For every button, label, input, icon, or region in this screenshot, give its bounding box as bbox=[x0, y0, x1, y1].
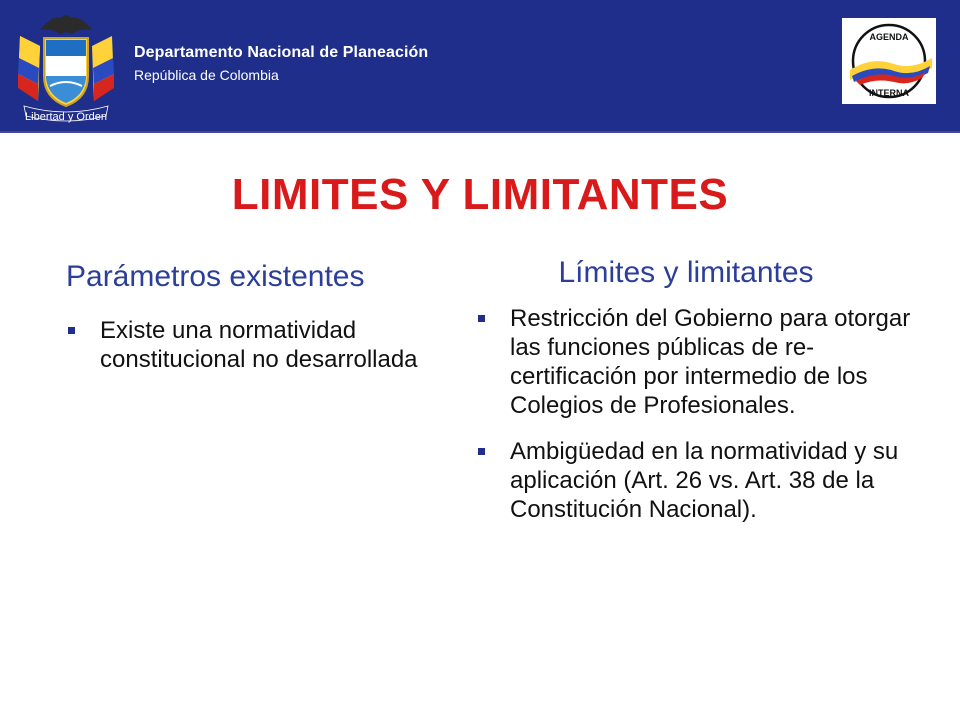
square-bullet-icon bbox=[478, 315, 485, 322]
list-item bbox=[66, 316, 466, 374]
organization-name: Departamento Nacional de Planeación bbox=[134, 44, 429, 61]
slide-title: LIMITES Y LIMITANTES bbox=[231, 170, 729, 219]
organization-block bbox=[134, 44, 428, 83]
left-bullet-list bbox=[66, 316, 466, 374]
agenda-interna-logo-icon bbox=[842, 18, 936, 104]
svg-text:INTERNA: INTERNA bbox=[869, 88, 909, 98]
country-name: República de Colombia bbox=[134, 67, 279, 83]
list-item-text: Existe una normatividad constitucional no desarrollada bbox=[100, 317, 418, 373]
svg-text:AGENDA: AGENDA bbox=[869, 32, 909, 42]
agenda-interna-logo bbox=[842, 18, 936, 104]
right-column-heading: Límites y limitantes bbox=[558, 256, 814, 289]
right-column bbox=[476, 256, 916, 541]
left-column bbox=[66, 260, 466, 391]
left-column-heading: Parámetros existentes bbox=[66, 260, 365, 293]
square-bullet-icon bbox=[478, 448, 485, 455]
list-item-text: Restricción del Gobierno para otorgar las funciones públicas de re-certificación por intermedio de los Colegios de Profesionales. bbox=[510, 305, 911, 419]
svg-text:Libertad y Orden: Libertad y Orden bbox=[25, 111, 107, 123]
header-bar bbox=[0, 0, 960, 133]
list-item bbox=[476, 304, 916, 420]
right-bullet-list bbox=[476, 304, 916, 524]
square-bullet-icon bbox=[68, 327, 75, 334]
colombia-coat-of-arms-icon bbox=[10, 6, 122, 128]
list-item-text: Ambigüedad en la normatividad y su aplicación (Art. 26 vs. Art. 38 de la Constitución Nacional). bbox=[510, 438, 899, 523]
list-item bbox=[476, 437, 916, 524]
header-divider bbox=[0, 131, 960, 133]
